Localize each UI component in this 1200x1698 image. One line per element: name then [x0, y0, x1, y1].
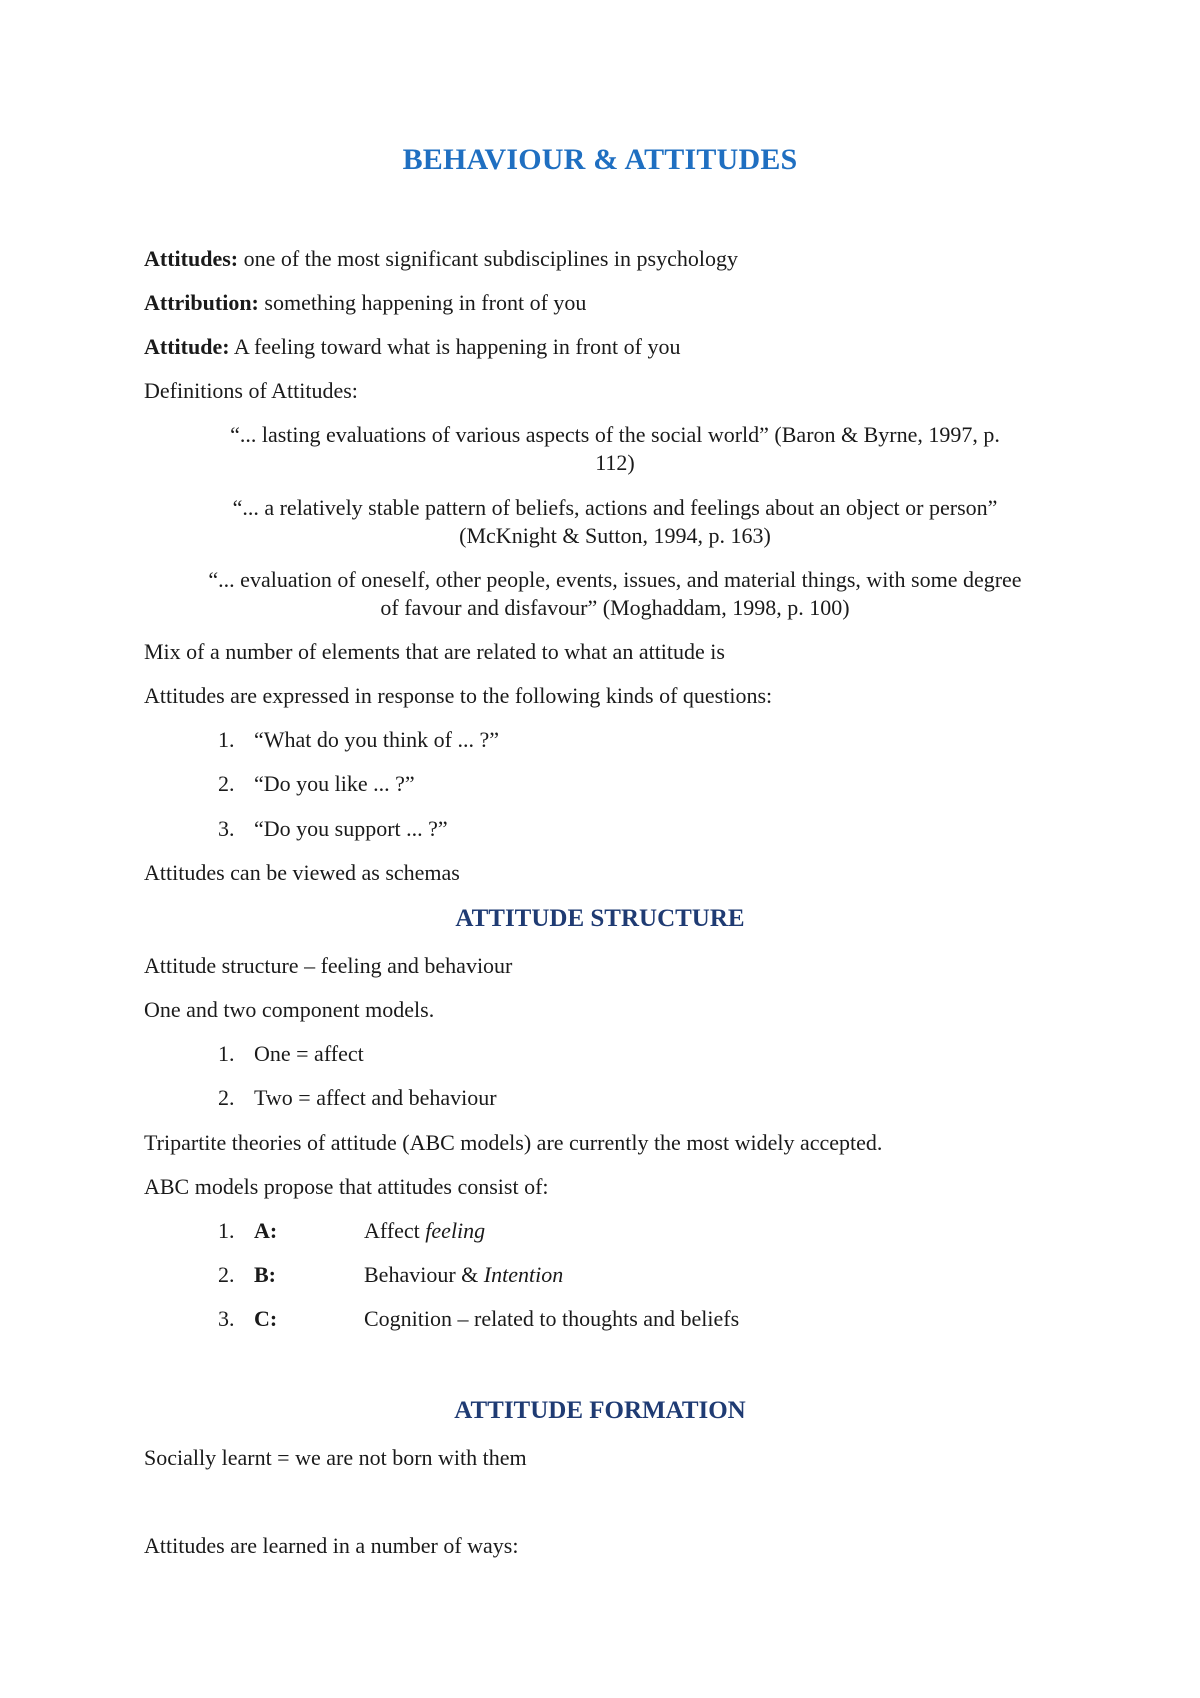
quote-line: of favour and disfavour” (Moghaddam, 1998, p. 100) [380, 595, 850, 620]
question-item [0, 815, 1200, 843]
abc-value-plain: Cognition – related to thoughts and beliefs [364, 1306, 740, 1331]
questions-intro: Attitudes are expressed in response to the following kinds of questions: [144, 683, 773, 708]
list-text: “What do you think of ... ?” [254, 727, 499, 752]
abc-item [0, 1261, 1200, 1289]
page-title: BEHAVIOUR & ATTITUDES [402, 143, 798, 176]
question-item [0, 726, 1200, 754]
list-number: 1. [218, 1041, 235, 1066]
quote-line: “... evaluation of oneself, other people, events, issues, and material things, with some degree [208, 567, 1022, 592]
term-text: one of the most significant subdisciplines in psychology [238, 246, 738, 271]
abc-value [364, 1305, 739, 1333]
list-number: 2. [218, 771, 235, 796]
structure-line-1: Attitude structure – feeling and behaviour [144, 953, 513, 978]
intro-attitude [144, 333, 680, 361]
section-heading-structure: ATTITUDE STRUCTURE [455, 905, 745, 932]
list-number: 3. [218, 1306, 235, 1331]
section-heading-formation: ATTITUDE FORMATION [454, 1397, 746, 1424]
formation-line-2: Attitudes are learned in a number of ways: [144, 1533, 519, 1558]
list-number: 1. [218, 1218, 235, 1243]
abc-value [364, 1261, 563, 1289]
list-number: 2. [218, 1085, 235, 1110]
model-item [0, 1040, 1200, 1068]
abc-intro: ABC models propose that attitudes consist of: [144, 1174, 549, 1199]
abc-item [0, 1305, 1200, 1333]
list-number: 1. [218, 727, 235, 752]
abc-value-italic: Intention [483, 1262, 564, 1287]
list-number: 3. [218, 816, 235, 841]
quote-line: “... lasting evaluations of various aspects of the social world” (Baron & Byrne, 1997, p. [230, 422, 1000, 447]
term-label: Attitudes: [144, 246, 239, 271]
structure-line-2: One and two component models. [144, 997, 435, 1022]
abc-value-plain: Behaviour & [364, 1262, 484, 1287]
abc-value-plain: Affect [364, 1218, 426, 1243]
list-text: One = affect [254, 1041, 364, 1066]
tripartite-text: Tripartite theories of attitude (ABC models) are currently the most widely accepted. [144, 1130, 883, 1155]
quote-line: 112) [595, 450, 635, 475]
model-item [0, 1084, 1200, 1112]
schemas-text: Attitudes can be viewed as schemas [144, 860, 460, 885]
mix-text: Mix of a number of elements that are related to what an attitude is [144, 639, 725, 664]
list-text: “Do you like ... ?” [254, 771, 415, 796]
abc-key: A: [254, 1218, 278, 1243]
term-label: Attitude: [144, 334, 230, 359]
term-text: something happening in front of you [258, 290, 587, 315]
quote-1 [150, 421, 1080, 477]
abc-value [364, 1217, 485, 1245]
definitions-label: Definitions of Attitudes: [144, 378, 358, 403]
list-number: 2. [218, 1262, 235, 1287]
list-text: Two = affect and behaviour [254, 1085, 497, 1110]
intro-attitudes [144, 245, 738, 273]
quote-2 [150, 494, 1080, 550]
abc-item [0, 1217, 1200, 1245]
term-text: A feeling toward what is happening in front of you [229, 334, 681, 359]
abc-value-italic: feeling [425, 1218, 486, 1243]
quote-3 [150, 566, 1080, 622]
formation-line-1: Socially learnt = we are not born with them [144, 1445, 527, 1470]
quote-line: (McKnight & Sutton, 1994, p. 163) [459, 523, 771, 548]
term-label: Attribution: [144, 290, 259, 315]
abc-key: B: [254, 1262, 276, 1287]
intro-attribution [144, 289, 586, 317]
abc-key: C: [254, 1306, 278, 1331]
list-text: “Do you support ... ?” [254, 816, 448, 841]
quote-line: “... a relatively stable pattern of beliefs, actions and feelings about an object or person” [232, 495, 998, 520]
question-item [0, 770, 1200, 798]
